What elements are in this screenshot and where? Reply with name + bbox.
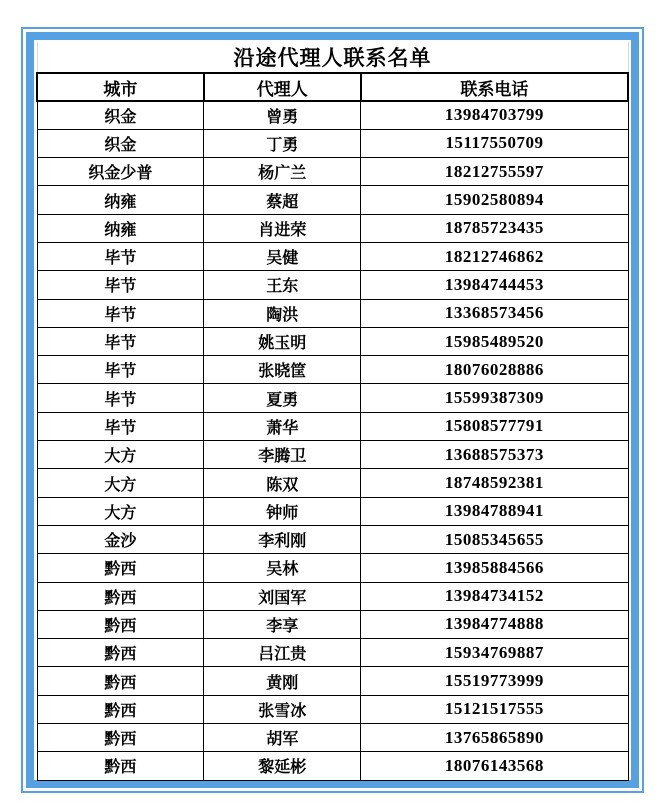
agent-cell: 陈双 — [204, 469, 361, 497]
table-row — [37, 356, 628, 384]
table-row — [37, 242, 628, 270]
table-row — [37, 384, 628, 412]
phone-cell: 13984744453 — [361, 271, 628, 299]
table-row — [37, 441, 628, 469]
table-row — [37, 667, 628, 695]
table-row — [37, 752, 628, 780]
table-row — [37, 554, 628, 582]
agent-cell: 王东 — [204, 271, 361, 299]
table-row — [37, 271, 628, 299]
table-row — [37, 724, 628, 752]
table-row — [37, 214, 628, 242]
table-header-row — [37, 73, 628, 101]
agent-cell: 杨广兰 — [204, 158, 361, 186]
agent-cell: 黎延彬 — [204, 752, 361, 780]
agent-cell: 陶洪 — [204, 299, 361, 327]
table-row — [37, 158, 628, 186]
city-cell: 毕节 — [37, 412, 204, 440]
city-cell: 织金少普 — [37, 158, 204, 186]
city-cell: 黔西 — [37, 582, 204, 610]
city-cell: 毕节 — [37, 242, 204, 270]
table-row — [37, 299, 628, 327]
city-cell: 毕节 — [37, 327, 204, 355]
phone-cell: 13765865890 — [361, 724, 628, 752]
agent-cell: 曾勇 — [204, 101, 361, 129]
agent-cell: 张雪冰 — [204, 695, 361, 723]
agent-cell: 吴健 — [204, 242, 361, 270]
phone-cell: 15902580894 — [361, 186, 628, 214]
phone-cell: 15934769887 — [361, 639, 628, 667]
agent-cell: 李腾卫 — [204, 441, 361, 469]
phone-cell: 18785723435 — [361, 214, 628, 242]
table-row — [37, 639, 628, 667]
city-cell: 黔西 — [37, 610, 204, 638]
column-header-agent: 代理人 — [204, 73, 361, 101]
phone-cell: 15985489520 — [361, 327, 628, 355]
agent-cell: 丁勇 — [204, 129, 361, 157]
phone-cell: 18212746862 — [361, 242, 628, 270]
city-cell: 黔西 — [37, 554, 204, 582]
agent-cell: 张晓筐 — [204, 356, 361, 384]
table-title-row — [37, 42, 628, 73]
table-row — [37, 582, 628, 610]
phone-cell: 15085345655 — [361, 525, 628, 553]
agent-cell: 李利刚 — [204, 525, 361, 553]
phone-cell: 13985884566 — [361, 554, 628, 582]
contact-table — [36, 42, 629, 781]
column-header-phone: 联系电话 — [361, 73, 628, 101]
table-row — [37, 610, 628, 638]
phone-cell: 13984788941 — [361, 497, 628, 525]
phone-cell: 15808577791 — [361, 412, 628, 440]
city-cell: 毕节 — [37, 299, 204, 327]
city-cell: 织金 — [37, 129, 204, 157]
city-cell: 毕节 — [37, 356, 204, 384]
table-row — [37, 327, 628, 355]
column-header-city: 城市 — [37, 73, 204, 101]
city-cell: 毕节 — [37, 384, 204, 412]
city-cell: 黔西 — [37, 695, 204, 723]
phone-cell: 13688575373 — [361, 441, 628, 469]
city-cell: 黔西 — [37, 639, 204, 667]
agent-cell: 黄刚 — [204, 667, 361, 695]
phone-cell: 13368573456 — [361, 299, 628, 327]
city-cell: 黔西 — [37, 667, 204, 695]
table-row — [37, 497, 628, 525]
agent-cell: 夏勇 — [204, 384, 361, 412]
phone-cell: 18212755597 — [361, 158, 628, 186]
phone-cell: 18748592381 — [361, 469, 628, 497]
phone-cell: 15599387309 — [361, 384, 628, 412]
decorative-outer-frame — [21, 27, 644, 793]
table-row — [37, 129, 628, 157]
city-cell: 大方 — [37, 497, 204, 525]
agent-cell: 肖进荣 — [204, 214, 361, 242]
table-row — [37, 101, 628, 129]
agent-cell: 姚玉明 — [204, 327, 361, 355]
phone-cell: 15121517555 — [361, 695, 628, 723]
city-cell: 毕节 — [37, 271, 204, 299]
city-cell: 黔西 — [37, 724, 204, 752]
table-row — [37, 412, 628, 440]
agent-cell: 吴林 — [204, 554, 361, 582]
phone-cell: 13984703799 — [361, 101, 628, 129]
city-cell: 黔西 — [37, 752, 204, 780]
phone-cell: 15117550709 — [361, 129, 628, 157]
phone-cell: 15519773999 — [361, 667, 628, 695]
agent-cell: 萧华 — [204, 412, 361, 440]
agent-cell: 吕江贵 — [204, 639, 361, 667]
agent-cell: 李享 — [204, 610, 361, 638]
phone-cell: 18076143568 — [361, 752, 628, 780]
agent-cell: 胡军 — [204, 724, 361, 752]
agent-cell: 刘国军 — [204, 582, 361, 610]
page-title: 沿途代理人联系名单 — [37, 42, 628, 73]
table-row — [37, 695, 628, 723]
phone-cell: 13984734152 — [361, 582, 628, 610]
contact-table-body — [37, 42, 628, 780]
agent-cell: 钟师 — [204, 497, 361, 525]
phone-cell: 18076028886 — [361, 356, 628, 384]
table-row — [37, 186, 628, 214]
agent-cell: 蔡超 — [204, 186, 361, 214]
city-cell: 纳雍 — [37, 214, 204, 242]
city-cell: 纳雍 — [37, 186, 204, 214]
city-cell: 大方 — [37, 469, 204, 497]
city-cell: 大方 — [37, 441, 204, 469]
city-cell: 金沙 — [37, 525, 204, 553]
city-cell: 织金 — [37, 101, 204, 129]
table-row — [37, 469, 628, 497]
table-row — [37, 525, 628, 553]
decorative-inner-frame — [26, 32, 639, 788]
phone-cell: 13984774888 — [361, 610, 628, 638]
